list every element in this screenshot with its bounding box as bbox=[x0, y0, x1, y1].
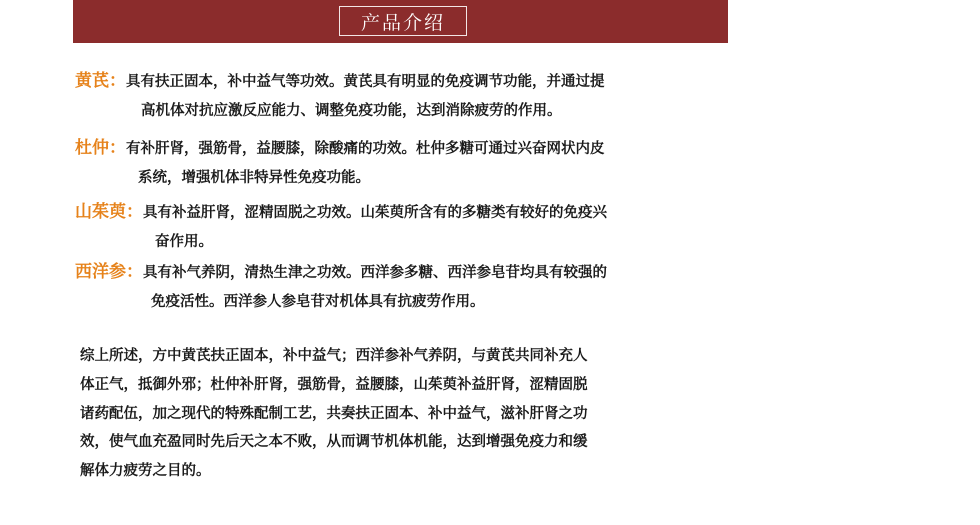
herb-name: 西洋参： bbox=[75, 262, 143, 282]
herb-list bbox=[75, 66, 735, 317]
section-title-text: 产品介绍 bbox=[360, 11, 445, 34]
herb-name: 杜仲： bbox=[75, 138, 126, 158]
herb-description-continued: 奋作用。 bbox=[155, 234, 213, 250]
summary-line: 效，使气血充盈同时先后天之本不败，从而调节机体机能，达到增强免疫力和缓 bbox=[80, 434, 588, 451]
summary-paragraph bbox=[80, 342, 730, 486]
herb-name: 黄芪： bbox=[75, 71, 126, 91]
summary-line: 诸药配伍，加之现代的特殊配制工艺，共奏扶正固本、补中益气，滋补肝肾之功 bbox=[80, 405, 588, 422]
herb-first-line bbox=[75, 66, 735, 96]
herb-item-duzhong bbox=[75, 133, 735, 193]
herb-first-line bbox=[75, 133, 735, 163]
herb-description-continued: 免疫活性。西洋参人参皂苷对机体具有抗疲劳作用。 bbox=[151, 294, 485, 310]
herb-first-line bbox=[75, 197, 735, 227]
herb-description-continued: 系统，增强机体非特异性免疫功能。 bbox=[138, 170, 370, 186]
herb-description: 具有扶正固本，补中益气等功效。黄芪具有明显的免疫调节功能，并通过提 bbox=[126, 74, 605, 90]
herb-item-shanzhuyu bbox=[75, 197, 735, 257]
herb-item-huangqi bbox=[75, 66, 735, 126]
summary-line: 解体力疲劳之目的。 bbox=[80, 463, 211, 480]
herb-description: 具有补气养阴，清热生津之功效。西洋参多糖、西洋参皂苷均具有较强的 bbox=[143, 265, 607, 281]
herb-name: 山茱萸： bbox=[75, 202, 143, 222]
herb-first-line bbox=[75, 257, 735, 287]
herb-description-continued: 高机体对抗应激反应能力、调整免疫功能，达到消除疲劳的作用。 bbox=[141, 103, 562, 119]
section-title bbox=[339, 6, 467, 36]
summary-line: 综上所述，方中黄芪扶正固本，补中益气；西洋参补气养阴，与黄芪共同补充人 bbox=[80, 348, 588, 364]
herb-item-xiyangshen bbox=[75, 257, 735, 317]
summary-line: 体正气，抵御外邪；杜仲补肝肾，强筋骨，益腰膝，山茱萸补益肝肾，涩精固脱 bbox=[80, 376, 588, 393]
herb-description: 具有补益肝肾，涩精固脱之功效。山茱萸所含有的多糖类有较好的免疫兴 bbox=[143, 205, 607, 221]
herb-description: 有补肝肾，强筋骨，益腰膝，除酸痛的功效。杜仲多糖可通过兴奋网状内皮 bbox=[126, 141, 605, 157]
